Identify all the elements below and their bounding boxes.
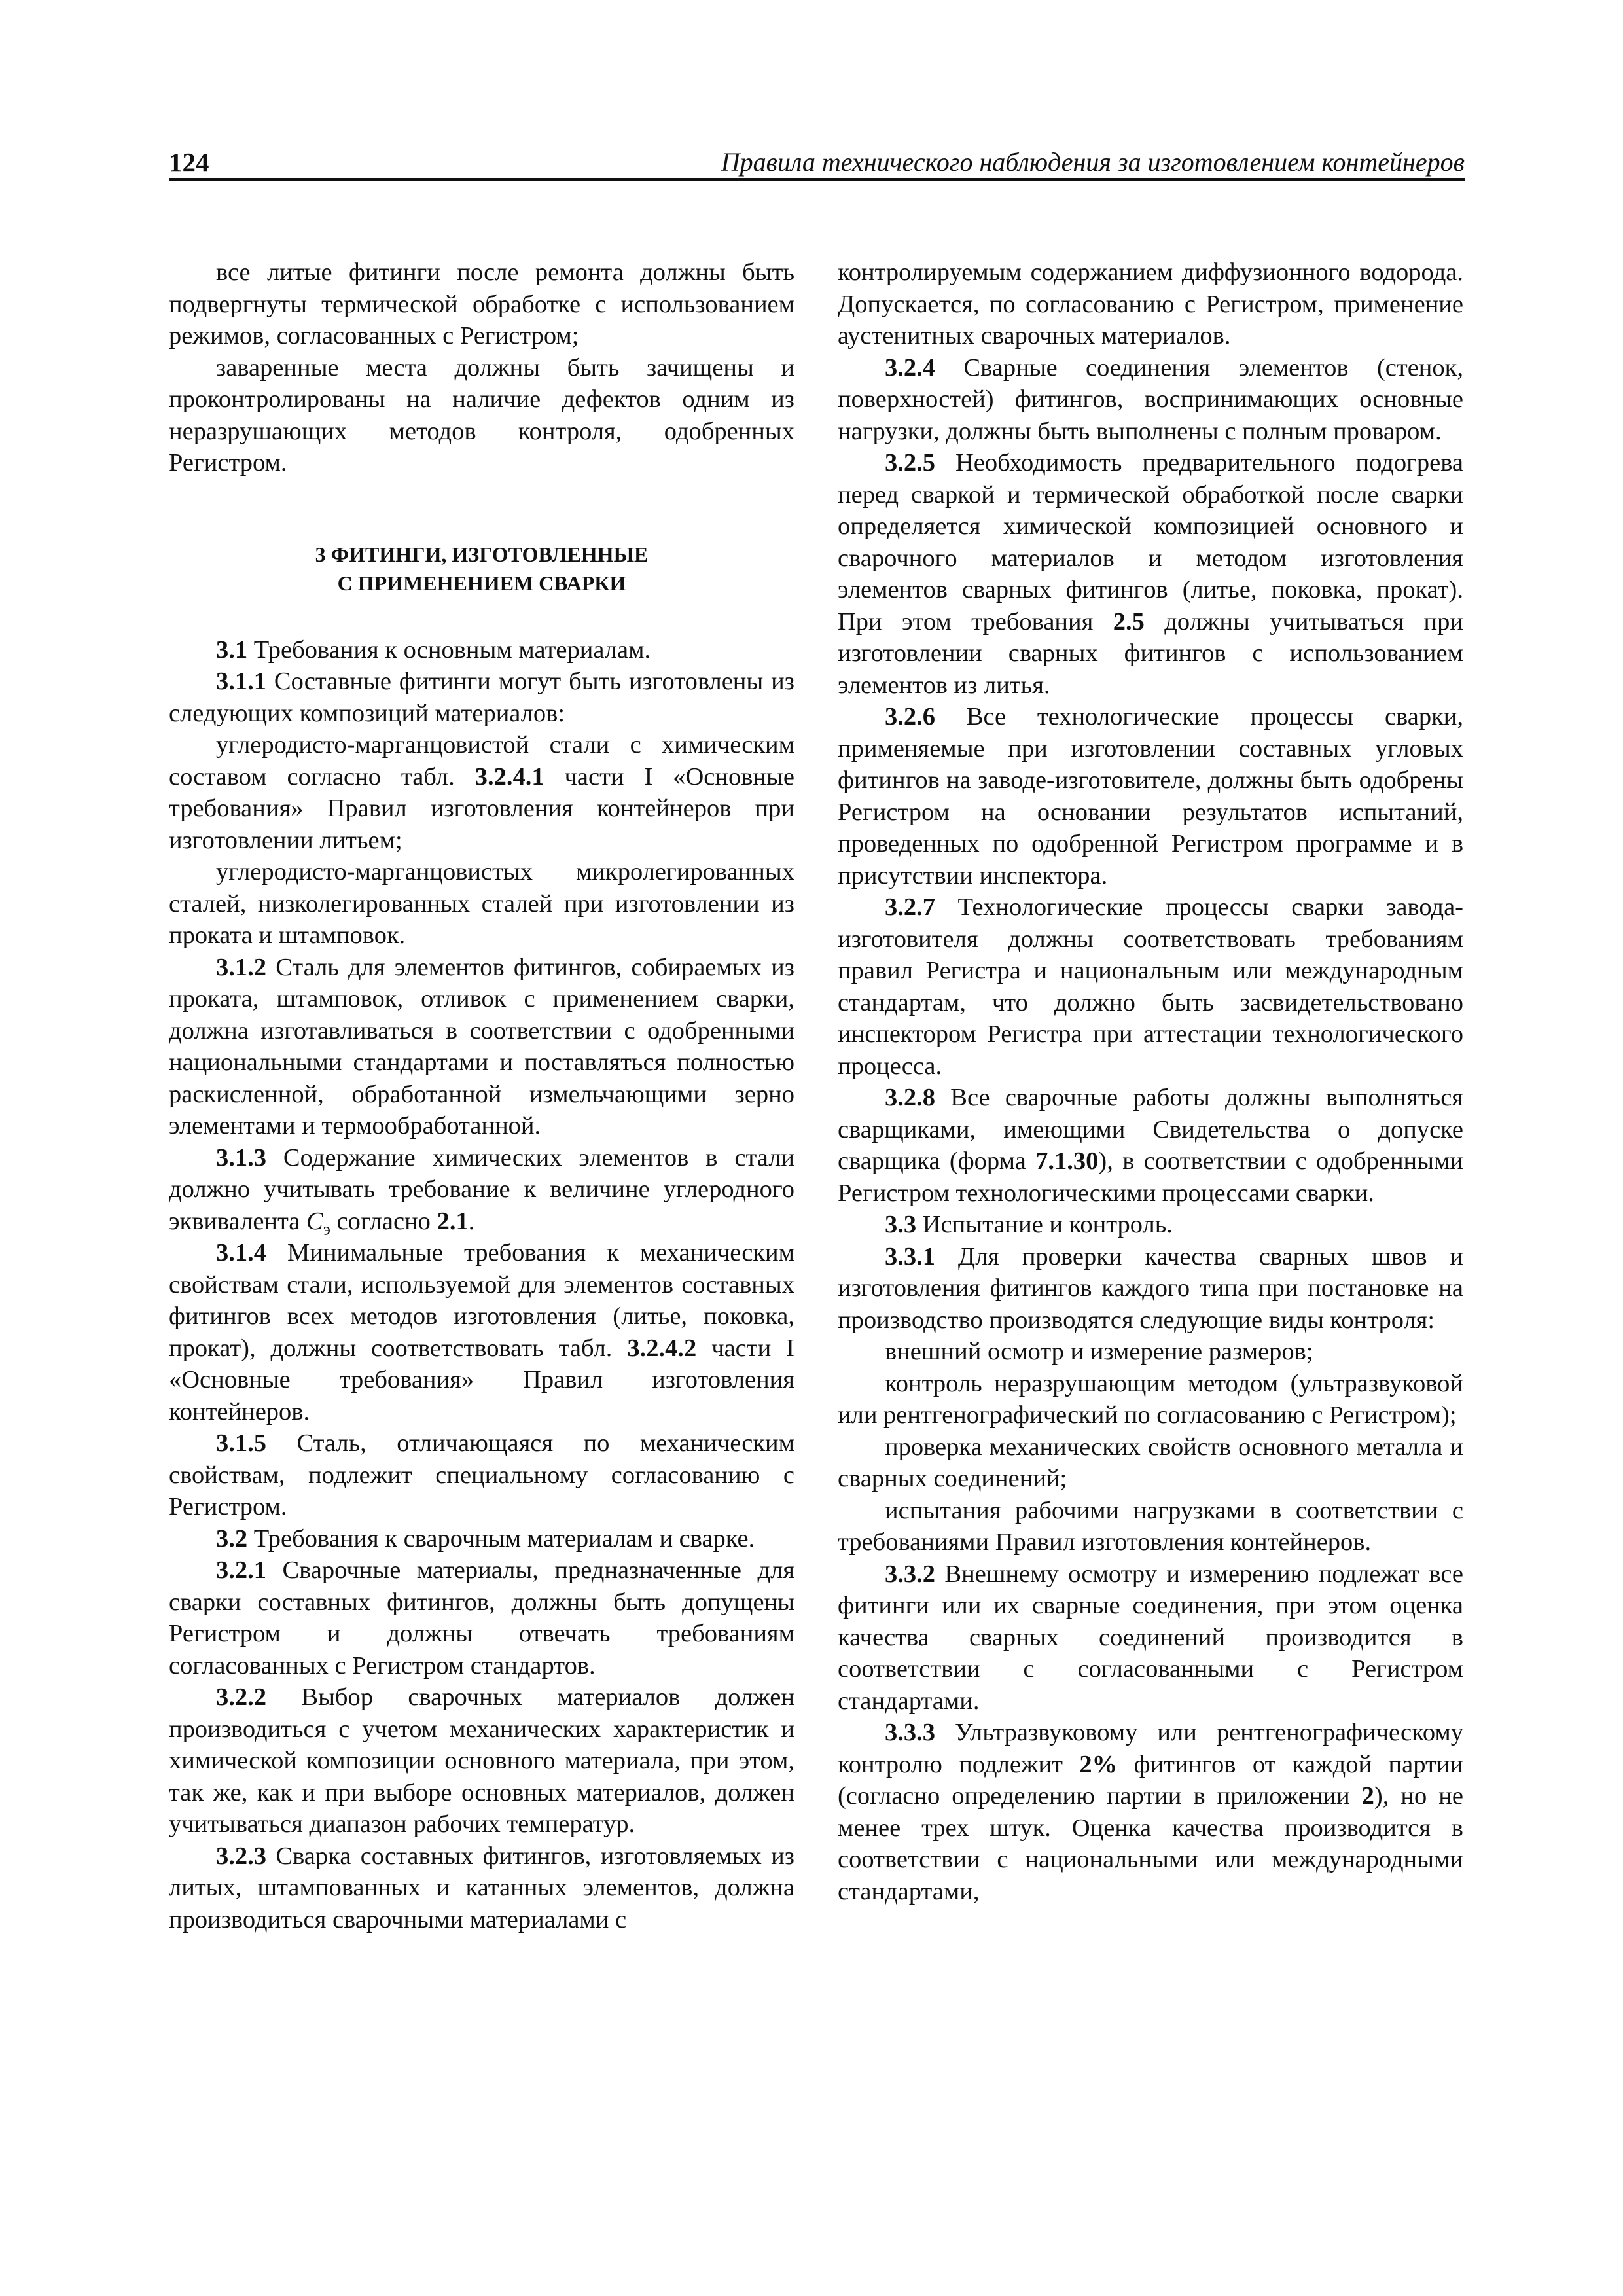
clause-3-1-2: 3.1.2 Сталь для элементов фитингов, собираемых из проката, штамповок, отливок с применением сварки, должна изготавливаться в соответствии с одобренными национальными стандартами и поставляться полностью раскисленной, обработанной измельчающими зерно элементами и термообработанной. bbox=[169, 953, 794, 1139]
clause-3-2-7: 3.2.7 Технологические процессы сварки завода-изготовителя должны соответствовать требованиям правил Регистра и национальным или международным стандартам, что должно быть засвидетельствовано инспектором Регистра при аттестации технологического процесса. bbox=[838, 893, 1463, 1080]
list-item: углеродисто-марганцовистой стали с химическим составом согласно табл. 3.2.4.1 части I «Основные требования» Правил изготовления контейнеров при изготовлении литьем; bbox=[169, 731, 794, 854]
clause-3-3-2: 3.3.2 Внешнему осмотру и измерению подлежат все фитинги или их сварные соединения, при этом оценка качества сварных соединений производится в соответствии с согласованными с Регистром стандартами. bbox=[838, 1560, 1463, 1715]
list-item: углеродисто-марганцовистых микролегированных сталей, низколегированных сталей при изготовлении из проката и штамповок. bbox=[169, 858, 794, 949]
clause-3-2-8: 3.2.8 Все сварочные работы должны выполняться сварщиками, имеющими Свидетельства о допуске сварщика (форма 7.1.30), в соответствии с одобренными Регистром технологическими процессами сварки. bbox=[838, 1084, 1463, 1207]
paragraph: все литые фитинги после ремонта должны быть подвергнуты термической обработке с использованием режимов, согласованных с Регистром; bbox=[169, 259, 794, 350]
clause-3-2-4: 3.2.4 Сварные соединения элементов (стенок, поверхностей) фитингов, воспринимающих основные нагрузки, должны быть выполнены с полным проваром. bbox=[838, 353, 1463, 445]
page-number: 124 bbox=[169, 147, 209, 177]
subsection-title: 3.2 Требования к сварочным материалам и сварке. bbox=[216, 1524, 755, 1552]
clause-3-3-3: 3.3.3 Ультразвуковому или рентгенографическому контролю подлежит 2% фитингов от каждой партии (согласно определению партии в приложении 2), но не менее трех штук. Оценка качества производится в соответствии с национальными или международными стандартами, bbox=[838, 1719, 1463, 1905]
list-item: контроль неразрушающим методом (ультразвуковой или рентгенографический по согласованию с Регистром); bbox=[838, 1369, 1463, 1429]
clause-3-3-1: 3.3.1 Для проверки качества сварных швов и изготовления фитингов каждого типа при постановке на производство производятся следующие виды контроля: bbox=[838, 1242, 1463, 1334]
clause-3-2-5: 3.2.5 Необходимость предварительного подогрева перед сваркой и термической обработкой после сварки определяется химической композицией основного и сварочного материалов и методом изготовления элементов сварных фитингов (литье, поковка, прокат). При этом требования 2.5 должны учитываться при изготовлении сварных фитингов с использованием элементов из литья. bbox=[838, 449, 1463, 699]
section-heading-line: С ПРИМЕНЕНИЕМ СВАРКИ bbox=[337, 571, 626, 595]
list-item: испытания рабочими нагрузками в соответствии с требованиями Правил изготовления контейнеров. bbox=[838, 1496, 1463, 1556]
clause-3-1-5: 3.1.5 Сталь, отличающаяся по механическим свойствам, подлежит специальному согласованию с Регистром. bbox=[169, 1429, 794, 1520]
clause-3-1-4: 3.1.4 Минимальные требования к механическим свойствам стали, используемой для элементов составных фитингов всех методов изготовления (литье, поковка, прокат), должны соответствовать табл. 3.2.4.2 части I «Основные требования» Правил изготовления контейнеров. bbox=[169, 1239, 794, 1426]
clause-3-2-2: 3.2.2 Выбор сварочных материалов должен производиться с учетом механических характеристик и химической композиции основного материала, при этом, так же, как и при выборе основных материалов, должен учитываться диапазон рабочих температур. bbox=[169, 1683, 794, 1838]
list-item: проверка механических свойств основного металла и сварных соединений; bbox=[838, 1433, 1463, 1492]
list-item: внешний осмотр и измерение размеров; bbox=[885, 1338, 1313, 1365]
paragraph: контролируемым содержанием диффузионного водорода. Допускается, по согласованию с Регистром, применение аустенитных сварочных материалов. bbox=[838, 259, 1463, 350]
right-column bbox=[838, 257, 1463, 1907]
clause-3-1-1: 3.1.1 Составные фитинги могут быть изготовлены из следующих композиций материалов: bbox=[169, 668, 794, 727]
paragraph: заваренные места должны быть зачищены и проконтролированы на наличие дефектов одним из неразрушающих методов контроля, одобренных Регистром. bbox=[169, 353, 794, 476]
clause-3-1-3: 3.1.3 Содержание химических элементов в стали должно учитывать требование к величине углеродного эквивалента $C_э$ согласно 2.1. bbox=[169, 1143, 794, 1239]
clause-3-2-3: 3.2.3 Сварка составных фитингов, изготовляемых из литых, штампованных и катанных элементов, должна производиться сварочными материалами с bbox=[169, 1842, 794, 1933]
page-header bbox=[169, 145, 1465, 181]
clause-3-2-1: 3.2.1 Сварочные материалы, предназначенные для сварки составных фитингов, должны быть допущены Регистром и должны отвечать требованиям согласованных с Регистром стандартов. bbox=[169, 1556, 794, 1679]
left-column bbox=[169, 257, 794, 1935]
section-heading bbox=[169, 540, 794, 598]
subsection-title: 3.1 Требования к основным материалам. bbox=[216, 636, 651, 664]
subsection-title: 3.3 Испытание и контроль. bbox=[885, 1211, 1173, 1238]
clause-3-2-6: 3.2.6 Все технологические процессы сварки, применяемые при изготовлении составных угловых фитингов на заводе-изготовителе, должны быть одобрены Регистром на основании результатов испытаний, проведенных по одобренной Регистром программе и в присутствии инспектора. bbox=[838, 703, 1463, 889]
running-title: Правила технического наблюдения за изготовлением контейнеров bbox=[721, 147, 1465, 177]
section-heading-line: 3 ФИТИНГИ, ИЗГОТОВЛЕННЫЕ bbox=[315, 542, 649, 566]
